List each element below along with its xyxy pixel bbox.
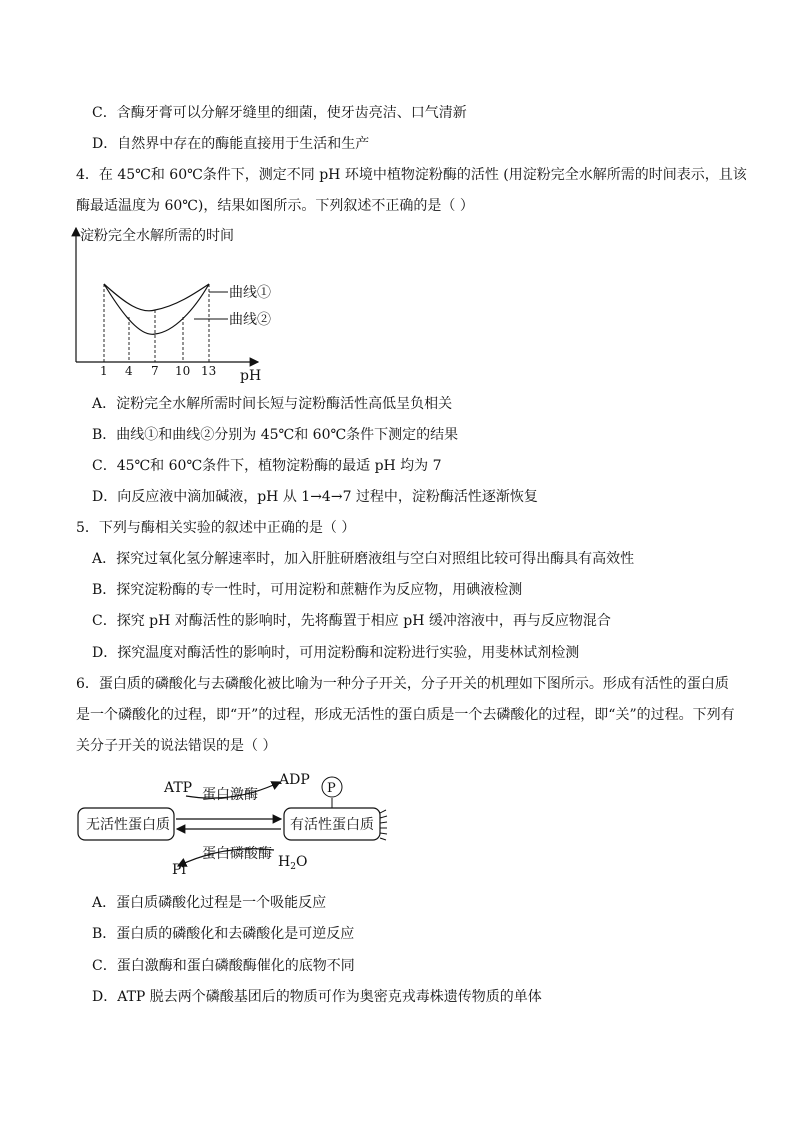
q4-option-c: C．45℃和 60℃条件下，植物淀粉酶的最适 pH 均为 7 — [92, 458, 442, 474]
x-tick-7: 7 — [151, 364, 159, 378]
q6-option-c: C．蛋白激酶和蛋白磷酸酶催化的底物不同 — [92, 958, 355, 974]
q6-option-b: B．蛋白质的磷酸化和去磷酸化是可逆反应 — [92, 926, 355, 942]
fringe-line — [380, 822, 387, 823]
x-axis-label: pH — [240, 368, 262, 384]
x-tick-13: 13 — [201, 364, 217, 378]
q4-option-d: D．向反应液中滴加碱液，pH 从 1→4→7 过程中，淀粉酶活性逐渐恢复 — [92, 489, 538, 505]
q4-figure — [66, 222, 296, 384]
q5-option-c: C．探究 pH 对酶活性的影响时，先将酶置于相应 pH 缓冲溶液中，再与反应物混合 — [92, 613, 611, 629]
phosphatase-label: 蛋白磷酸酶 — [202, 846, 272, 862]
curve-2-label: 曲线② — [229, 312, 271, 328]
h2o-subscript: 2 — [290, 862, 296, 872]
q6-option-a: A．蛋白质磷酸化过程是一个吸能反应 — [92, 895, 327, 911]
x-tick-1: 1 — [100, 364, 108, 378]
phosphate-label: P — [327, 781, 336, 796]
curve-1-label: 曲线① — [229, 285, 271, 301]
q5-option-b: B．探究淀粉酶的专一性时，可用淀粉和蔗糖作为反应物，用碘液检测 — [92, 582, 523, 598]
fringe-line — [380, 833, 387, 834]
q6-diagram — [74, 766, 394, 880]
q4-option-b: B．曲线①和曲线②分别为 45℃和 60℃条件下测定的结果 — [92, 427, 459, 443]
active-protein-label: 有活性蛋白质 — [290, 817, 374, 833]
adp-label: ADP — [279, 772, 310, 788]
h2o-o: O — [295, 854, 308, 870]
q6-stem-line3: 关分子开关的说法错误的是（ ） — [76, 738, 277, 754]
kinase-label: 蛋白激酶 — [202, 787, 258, 803]
fringe-line — [380, 810, 386, 813]
q3-option-c: C．含酶牙膏可以分解牙缝里的细菌，使牙齿亮洁、口气清新 — [92, 105, 467, 121]
q6-stem-line1: 6．蛋白质的磷酸化与去磷酸化被比喻为一种分子开关，分子开关的机理如下图所示。形成有活性的蛋白质 — [76, 676, 729, 692]
q6-stem-line2: 是一个磷酸化的过程，即“开”的过程，形成无活性的蛋白质是一个去磷酸化的过程，即“关”的过程。下列有 — [76, 707, 735, 723]
x-tick-10: 10 — [175, 364, 191, 378]
q5-stem: 5．下列与酶相关实验的叙述中正确的是（ ） — [76, 520, 356, 536]
x-tick-4: 4 — [125, 364, 133, 378]
pi-label: Pi — [172, 862, 186, 878]
q5-option-a: A．探究过氧化氢分解速率时，加入肝脏研磨液组与空白对照组比较可得出酶具有高效性 — [92, 551, 635, 567]
h2o-h: H — [278, 854, 291, 870]
q4-stem-line2: 酶最适温度为 60℃)，结果如图所示。下列叙述不正确的是（ ） — [76, 198, 474, 214]
q4-option-a: A．淀粉完全水解所需时间长短与淀粉酶活性高低呈负相关 — [92, 396, 453, 412]
q6-option-d: D．ATP 脱去两个磷酸基团后的物质可作为奥密克戎毒株遗传物质的单体 — [92, 989, 542, 1005]
fringe-line — [380, 838, 386, 840]
y-axis-label: 淀粉完全水解所需的时间 — [80, 228, 234, 244]
h2o-label — [278, 854, 307, 872]
atp-label: ATP — [164, 780, 193, 796]
inactive-protein-label: 无活性蛋白质 — [86, 817, 170, 833]
q4-stem-line1: 4．在 45℃和 60℃条件下，测定不同 pH 环境中植物淀粉酶的活性 (用淀粉完全水解所需的时间表示，且该 — [76, 167, 747, 183]
q3-option-d: D．自然界中存在的酶能直接用于生活和生产 — [92, 136, 370, 152]
q5-option-d: D．探究温度对酶活性的影响时，可用淀粉酶和淀粉进行实验，用斐林试剂检测 — [92, 645, 580, 661]
fringe-line — [380, 816, 387, 818]
